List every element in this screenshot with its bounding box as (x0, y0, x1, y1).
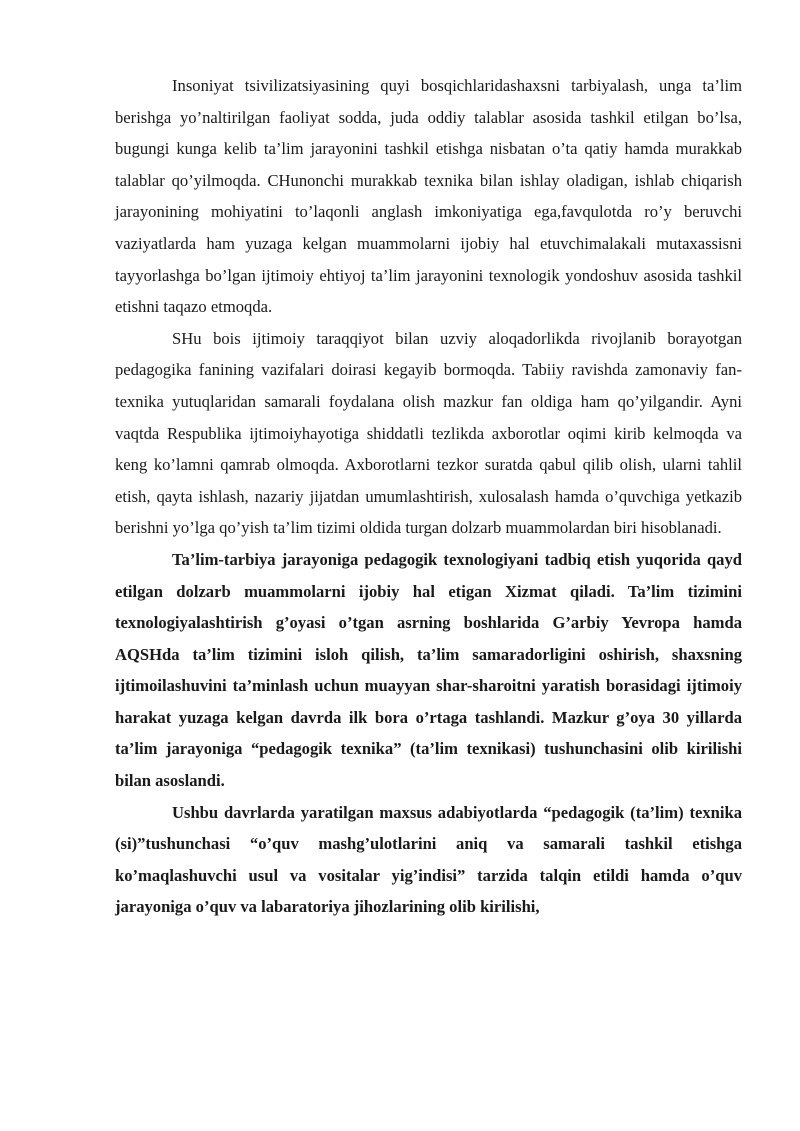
document-page (115, 70, 742, 923)
paragraph-2: SHu bois ijtimoiy taraqqiyot bilan uzviy aloqadorlikda rivojlanib borayotgan pedagogika fanining vazifalari doirasi kegayib bormoqda. Tabiiy ravishda zamonaviy fan-texnika yutuqlaridan samarali foydalana olish mazkur fan oldiga ham qo’yilgandir. Ayni vaqtda Respublika ijtimoiyhayotiga shiddatli tezlikda axborotlar oqimi kirib kelmoqda va keng ko’lamni qamrab olmoqda. Axborotlarni tezkor suratda qabul qilib olish, ularni tahlil etish, qayta ishlash, nazariy jijatdan umumlashtirish, xulosalash hamda o’quvchiga yetkazib berishni yo’lga qo’yish ta’lim tizimi oldida turgan dolzarb muammolardan biri hisoblanadi. (115, 328, 742, 538)
paragraph-3: Ta’lim-tarbiya jarayoniga pedagogik texnologiyani tadbiq etish yuqorida qayd etilgan dolzarb muammolarni ijobiy hal etigan Xizmat qiladi. Ta’lim tizimini texnologiyalashtirish g’oyasi o’tgan asrning boshlarida G’arbiy Yevropa hamda AQSHda ta’lim tizimini isloh qilish, ta’lim samaradorligini oshirish, shaxsning ijtimoilashuvini ta’minlash uchun muayyan shar-sharoitni yaratish borasidagi ijtimoiy harakat yuzaga kelgan davrda ilk bora o’rtaga tashlandi. Mazkur g’oya 30 yillarda ta’lim jarayoniga “pedagogik texnika” (ta’lim texnikasi) tushunchasini olib kirilishi bilan asoslandi. (115, 549, 742, 791)
paragraph-1: Insoniyat tsivilizatsiyasining quyi bosqichlaridashaxsni tarbiyalash, unga ta’lim berishga yo’naltirilgan faoliyat sodda, juda oddiy talablar asosida tashkil etilgan bo’lsa, bugungi kunga kelib ta’lim jarayonini tashkil etishga nisbatan o’ta qatiy hamda murakkab talablar qo’yilmoqda. CHunonchi murakkab texnika bilan ishlay oladigan, ishlab chiqarish jarayonining mohiyatini to’laqonli anglash imkoniyatiga ega,favqulotda ro’y beruvchi vaziyatlarda ham yuzaga kelgan muammolarni ijobiy hal etuvchimalakali mutaxassisni tayyorlashga bo’lgan ijtimoiy ehtiyoj ta’lim jarayonini texnologik yondoshuv asosida tashkil etishni taqazo etmoqda. (115, 76, 742, 317)
paragraph-4: Ushbu davrlarda yaratilgan maxsus adabiyotlarda “pedagogik (ta’lim) texnika (si)”tushunchasi “o’quv mashg’ulotlarini aniq va samarali tashkil etishga ko’maqlashuvchi usul va vositalar yig’indisi” tarzida talqin etildi hamda o’quv jarayoniga o’quv va labaratoriya jihozlarining olib kirilishi, (115, 802, 742, 917)
